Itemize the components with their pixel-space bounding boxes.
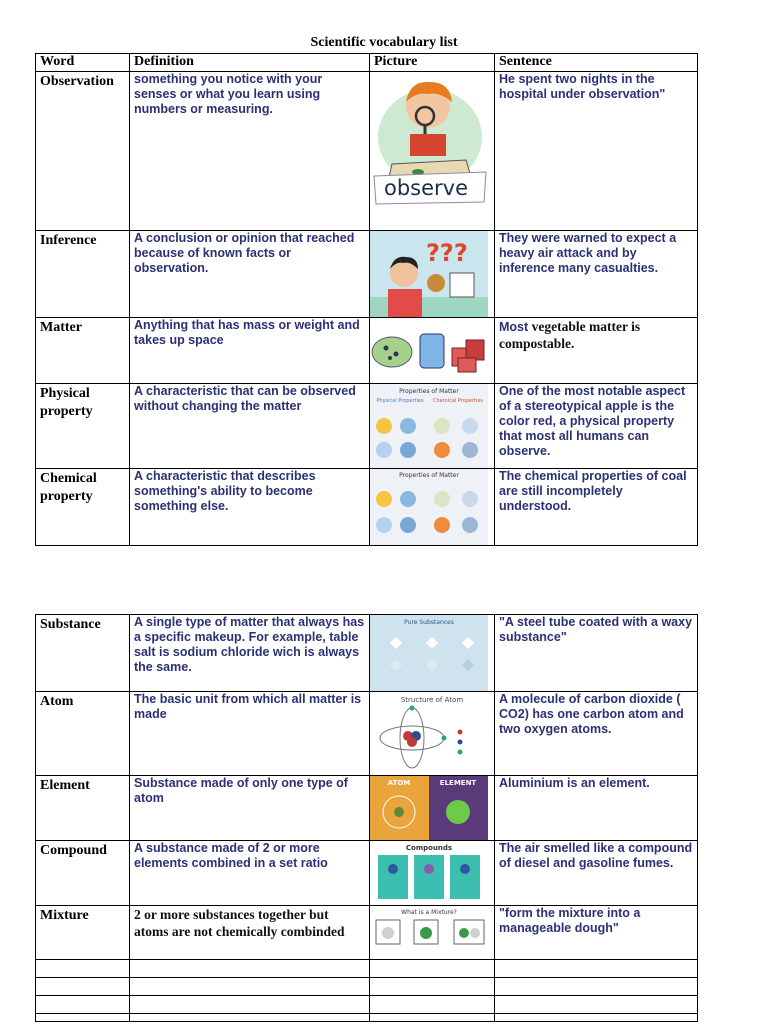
question-marks: ??? bbox=[426, 239, 468, 267]
empty-cell bbox=[495, 960, 698, 978]
table-row bbox=[36, 615, 698, 692]
table-row bbox=[36, 384, 698, 469]
sentence-text: Most bbox=[499, 320, 532, 334]
sentence-cell: The chemical properties of coal are still incompletely understood. bbox=[495, 469, 698, 546]
word-cell: Chemical property bbox=[36, 469, 130, 546]
table-row bbox=[36, 72, 698, 231]
definition-cell: A characteristic that can be observed without changing the matter bbox=[130, 384, 370, 469]
empty-row bbox=[36, 996, 698, 1014]
empty-cell bbox=[130, 996, 370, 1014]
definition-cell: Anything that has mass or weight and takes up space bbox=[130, 318, 370, 384]
header-sentence: Sentence bbox=[495, 54, 698, 72]
sentence-cell: "A steel tube coated with a waxy substance" bbox=[495, 615, 698, 692]
sentence-cell: They were warned to expect a heavy air attack and by inference many casualties. bbox=[495, 231, 698, 318]
chart-title: Structure of Atom bbox=[400, 696, 464, 704]
definition-cell: 2 or more substances together but atoms are not chemically combinded bbox=[130, 906, 370, 960]
table-row bbox=[36, 469, 698, 546]
empty-cell bbox=[36, 978, 130, 996]
chart-title: Properties of Matter bbox=[399, 472, 459, 479]
empty-cell bbox=[130, 960, 370, 978]
empty-cell bbox=[130, 1014, 370, 1022]
empty-cell bbox=[495, 978, 698, 996]
matter-objects-illustration-icon bbox=[370, 318, 488, 382]
definition-cell: The basic unit from which all matter is made bbox=[130, 692, 370, 776]
table-row bbox=[36, 231, 698, 318]
word-cell: Substance bbox=[36, 615, 130, 692]
empty-cell bbox=[370, 1014, 495, 1022]
chart-subtitle: Physical Properties bbox=[376, 398, 424, 404]
panel-label: ELEMENT bbox=[439, 779, 477, 787]
empty-cell bbox=[36, 996, 130, 1014]
picture-cell bbox=[370, 841, 495, 906]
compounds-chart-icon bbox=[370, 841, 488, 905]
mixture-diagram-icon bbox=[370, 906, 488, 958]
sentence-cell: He spent two nights in the hospital under observation" bbox=[495, 72, 698, 231]
sentence-cell bbox=[495, 318, 698, 384]
properties-of-matter-chart-icon bbox=[370, 469, 488, 545]
empty-row bbox=[36, 978, 698, 996]
word-cell: Inference bbox=[36, 231, 130, 318]
sentence-text: vegetable matter is compostable. bbox=[499, 319, 641, 351]
table-row bbox=[36, 906, 698, 960]
sentence-cell: Aluminium is an element. bbox=[495, 776, 698, 841]
word-cell: Atom bbox=[36, 692, 130, 776]
picture-cell bbox=[370, 384, 495, 469]
empty-cell bbox=[370, 978, 495, 996]
header-word: Word bbox=[36, 54, 130, 72]
empty-cell bbox=[36, 1014, 130, 1022]
definition-cell: A single type of matter that always has a specific makeup. For example, table salt is sodium chloride wich is always the same. bbox=[130, 615, 370, 692]
word-cell: Compound bbox=[36, 841, 130, 906]
empty-cell bbox=[36, 960, 130, 978]
word-cell: Observation bbox=[36, 72, 130, 231]
picture-cell bbox=[370, 615, 495, 692]
properties-of-matter-chart-icon bbox=[370, 384, 488, 468]
chart-title: Compounds bbox=[405, 844, 453, 852]
atom-element-comparison-icon bbox=[370, 776, 488, 840]
sentence-cell: A molecule of carbon dioxide ( CO2) has one carbon atom and two oxygen atoms. bbox=[495, 692, 698, 776]
definition-cell: A conclusion or opinion that reached because of known facts or observation. bbox=[130, 231, 370, 318]
picture-cell bbox=[370, 776, 495, 841]
table-row bbox=[36, 776, 698, 841]
picture-cell bbox=[370, 72, 495, 231]
sentence-cell: The air smelled like a compound of diesel and gasoline fumes. bbox=[495, 841, 698, 906]
definition-cell: A characteristic that describes something's ability to become something else. bbox=[130, 469, 370, 546]
picture-cell bbox=[370, 906, 495, 960]
empty-cell bbox=[370, 960, 495, 978]
definition-cell: A substance made of 2 or more elements combined in a set ratio bbox=[130, 841, 370, 906]
chart-title: Properties of Matter bbox=[399, 388, 459, 395]
pure-substances-chart-icon bbox=[370, 615, 488, 691]
header-picture: Picture bbox=[370, 54, 495, 72]
picture-cell bbox=[370, 692, 495, 776]
sentence-cell: "form the mixture into a manageable dough" bbox=[495, 906, 698, 960]
document-title: Scientific vocabulary list bbox=[310, 35, 458, 50]
word-cell: Physical property bbox=[36, 384, 130, 469]
empty-row bbox=[36, 960, 698, 978]
table-row bbox=[36, 692, 698, 776]
definition-cell: Substance made of only one type of atom bbox=[130, 776, 370, 841]
word-cell: Element bbox=[36, 776, 130, 841]
header-definition: Definition bbox=[130, 54, 370, 72]
thinking-person-illustration-icon bbox=[370, 231, 488, 317]
empty-cell bbox=[130, 978, 370, 996]
picture-cell bbox=[370, 231, 495, 318]
picture-cell bbox=[370, 318, 495, 384]
table-row bbox=[36, 841, 698, 906]
empty-cell bbox=[370, 996, 495, 1014]
chart-title: What is a Mixture? bbox=[401, 909, 457, 916]
empty-cell bbox=[495, 1014, 698, 1022]
vocab-table-2 bbox=[35, 614, 698, 1022]
vocab-table-1 bbox=[35, 53, 698, 546]
header-row bbox=[36, 54, 698, 72]
chart-subtitle: Chemical Properties bbox=[432, 398, 484, 404]
picture-cell bbox=[370, 469, 495, 546]
table-row bbox=[36, 318, 698, 384]
chart-title: Pure Substances bbox=[404, 619, 454, 626]
word-cell: Matter bbox=[36, 318, 130, 384]
empty-row bbox=[36, 1014, 698, 1022]
definition-cell: something you notice with your senses or what you learn using numbers or measuring. bbox=[130, 72, 370, 231]
panel-label: ATOM bbox=[387, 779, 411, 787]
observe-caption: observe bbox=[384, 176, 469, 200]
atom-structure-diagram-icon bbox=[370, 692, 488, 775]
sentence-cell: One of the most notable aspect of a stereotypical apple is the color red, a physical property that most all humans can observe. bbox=[495, 384, 698, 469]
empty-cell bbox=[495, 996, 698, 1014]
word-cell: Mixture bbox=[36, 906, 130, 960]
